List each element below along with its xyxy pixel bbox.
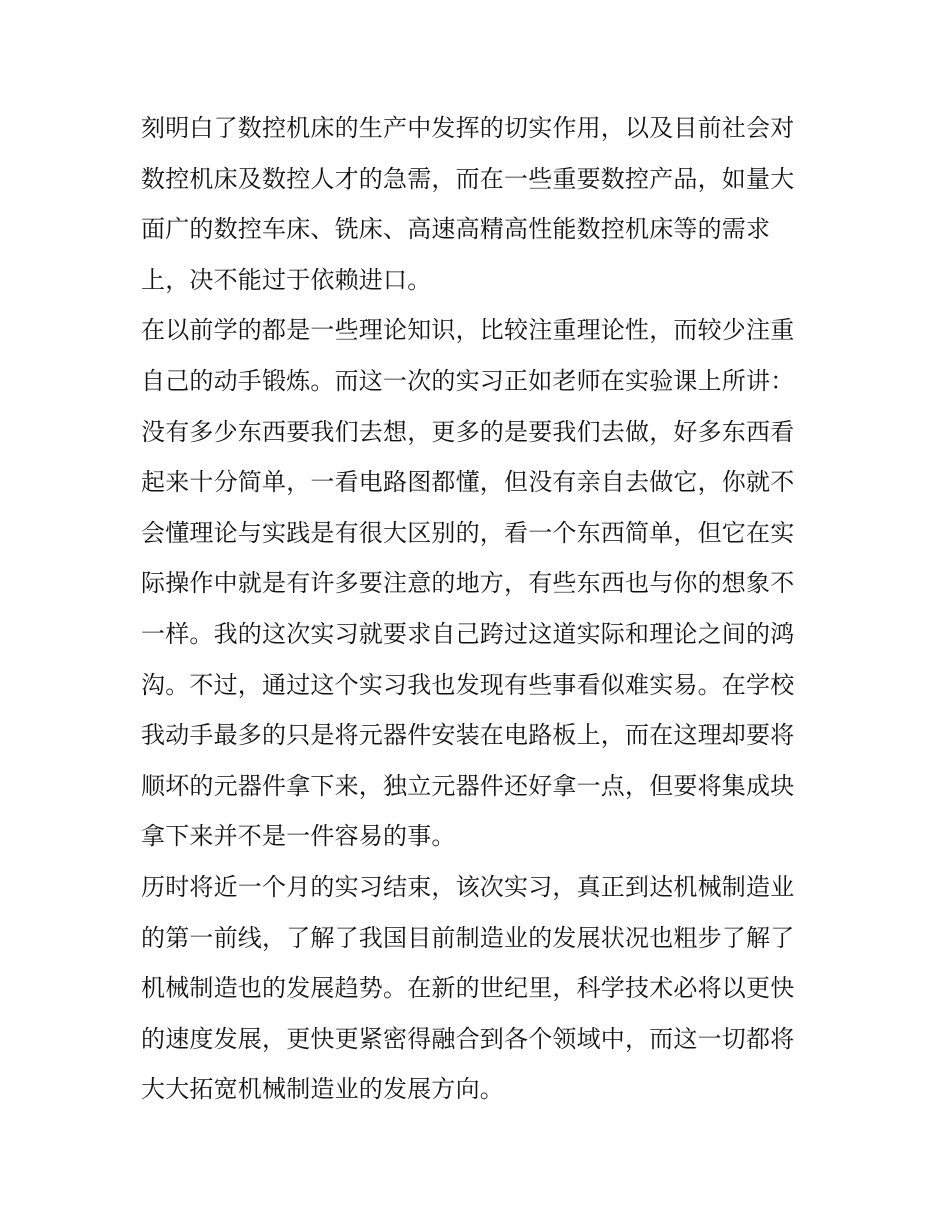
paragraph-3	[141, 862, 821, 1115]
text-line: 的第一前线，了解了我国目前制造业的发展状况也粗步了解了	[141, 923, 795, 952]
text-line: 自己的动手锻炼。而这一次的实习正如老师在实验课上所讲：	[141, 366, 795, 395]
text-line: 际操作中就是有许多要注意的地方，有些东西也与你的想象不	[141, 569, 795, 598]
text-line: 大大拓宽机械制造业的发展方向。	[141, 1075, 504, 1104]
text-line: 拿下来并不是一件容易的事。	[141, 822, 456, 851]
text-line: 机械制造也的发展趋势。在新的世纪里，科学技术必将以更快	[141, 974, 795, 1003]
text-line: 一样。我的这次实习就要求自己跨过这道实际和理论之间的鸿	[141, 619, 795, 648]
document-body	[141, 103, 821, 1115]
text-line: 刻明白了数控机床的生产中发挥的切实作用，以及目前社会对	[141, 114, 795, 142]
text-line: 我动手最多的只是将元器件安装在电路板上，而在这理却要将	[141, 721, 795, 750]
text-line: 的速度发展，更快更紧密得融合到各个领域中，而这一切都将	[141, 1024, 795, 1053]
text-line: 会懂理论与实践是有很大区别的，看一个东西简单，但它在实	[141, 518, 795, 547]
text-line: 在以前学的都是一些理论知识，比较注重理论性，而较少注重	[141, 316, 795, 345]
text-line: 上，决不能过于依赖进口。	[141, 265, 432, 294]
text-line: 顺坏的元器件拿下来，独立元器件还好拿一点，但要将集成块	[141, 771, 795, 800]
text-line: 历时将近一个月的实习结束，该次实习，真正到达机械制造业	[141, 872, 795, 901]
text-line: 沟。不过，通过这个实习我也发现有些事看似难实易。在学校	[141, 670, 795, 699]
text-line: 没有多少东西要我们去想，更多的是要我们去做，好多东西看	[141, 417, 795, 446]
paragraph-2	[141, 305, 821, 862]
text-line: 数控机床及数控人才的急需，而在一些重要数控产品，如量大	[141, 164, 795, 193]
paragraph-1	[141, 103, 821, 305]
text-line: 起来十分简单，一看电路图都懂，但没有亲自去做它，你就不	[141, 468, 795, 497]
text-line: 面广的数控车床、铣床、高速高精高性能数控机床等的需求	[141, 215, 771, 244]
